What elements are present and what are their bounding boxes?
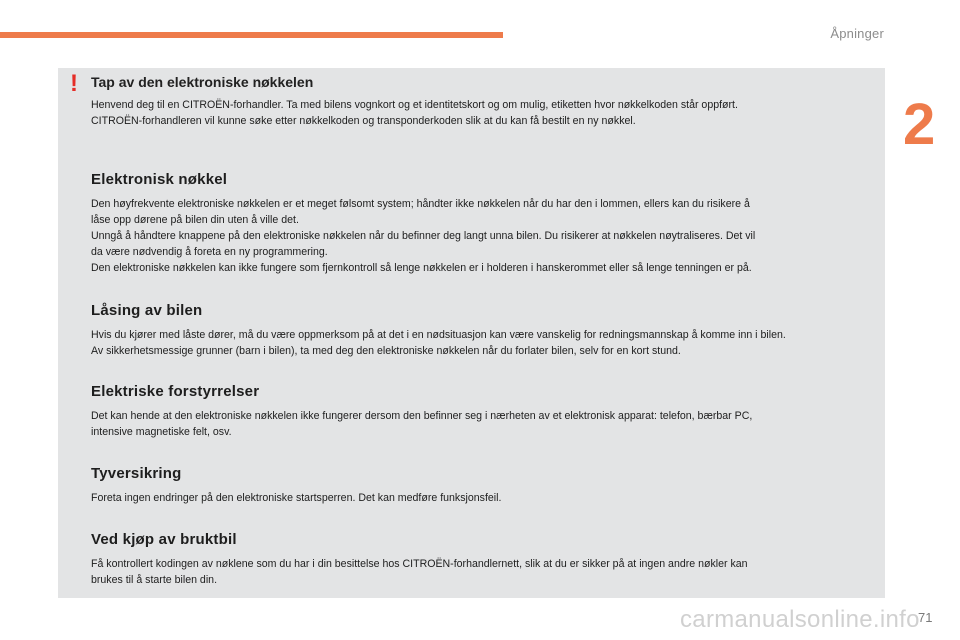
section-elektriske-forstyrrelser [91,383,883,440]
warning-title: Tap av den elektroniske nøkkelen [91,74,314,90]
section-lasing-av-bilen [91,302,883,359]
section-heading: Tyversikring [91,465,182,482]
text-line: Av sikkerhetsmessige grunner (barn i bilen), ta med deg den elektroniske nøkkelen når du forlater bilen, selv for en kort stund. [91,345,681,357]
text-line: Den høyfrekvente elektroniske nøkkelen er et meget følsomt system; håndter ikke nøkkelen når du har den i lommen, ellers kan du risikere å [91,198,750,210]
section-heading: Elektronisk nøkkel [91,171,228,188]
section-text [91,196,883,276]
section-title: Åpninger [830,26,884,41]
warning-text [91,97,883,129]
section-heading: Låsing av bilen [91,302,203,319]
section-text [91,556,883,588]
section-heading: Elektriske forstyrrelser [91,383,260,400]
section-heading: Ved kjøp av bruktbil [91,531,237,548]
watermark: carmanualsonline.info [680,606,920,633]
page-number: 71 [918,610,933,625]
text-line: Unngå å håndtere knappene på den elektroniske nøkkelen når du befinner deg langt unna bilen. Du risikerer at nøkkelen nøytraliseres. Det vil [91,230,756,242]
section-text [91,490,883,506]
text-line: brukes til å starte bilen din. [91,574,218,586]
exclamation-icon: ! [70,70,78,97]
text-line: da være nødvendig å foreta en ny programmering. [91,246,328,258]
section-text [91,408,883,440]
text-line: Få kontrollert kodingen av nøklene som du har i din besittelse hos CITROËN-forhandlernett, slik at du er sikker på at ingen andre nøkler kan [91,558,748,570]
top-accent-bar [0,32,503,38]
section-ved-kjop-av-bruktbil [91,531,883,588]
section-text [91,327,883,359]
text-line: Hvis du kjører med låste dører, må du være oppmerksom på at det i en nødsituasjon kan være vanskelig for redningsmannskap å komme inn i bilen. [91,329,786,341]
chapter-number: 2 [903,92,936,157]
text-line: Det kan hende at den elektroniske nøkkelen ikke fungerer dersom den befinner seg i nærheten av et elektronisk apparat: telefon, bærbar PC, [91,410,753,422]
section-tyversikring [91,465,883,506]
text-line: låse opp dørene på bilen din uten å ville det. [91,214,299,226]
text-line: intensive magnetiske felt, osv. [91,426,232,438]
text-line: Foreta ingen endringer på den elektroniske startsperren. Det kan medføre funksjonsfeil. [91,492,502,504]
text-line: CITROËN-forhandleren vil kunne søke etter nøkkelkoden og transponderkoden slik at du kan få bestilt en ny nøkkel. [91,115,636,127]
text-line: Den elektroniske nøkkelen kan ikke fungere som fjernkontroll så lenge nøkkelen er i holderen i hanskerommet eller så lenge tenningen er på. [91,262,752,274]
section-elektronisk-nokkel [91,171,883,276]
text-line: Henvend deg til en CITROËN-forhandler. Ta med bilens vognkort og et identitetskort og om mulig, etiketten hvor nøkkelkoden står oppført. [91,99,738,111]
warning-block [91,74,883,129]
